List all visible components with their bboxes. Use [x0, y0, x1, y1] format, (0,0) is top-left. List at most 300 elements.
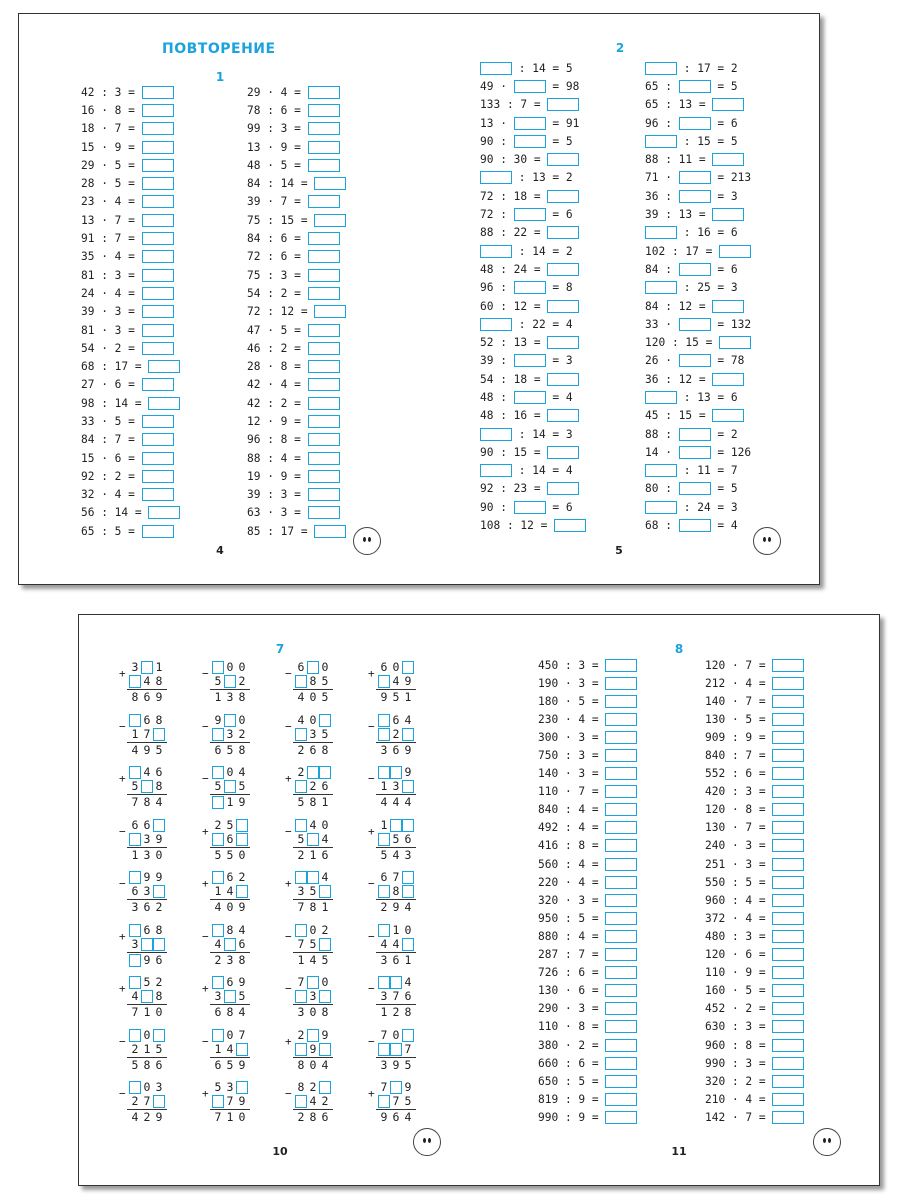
answer-box[interactable]	[142, 86, 174, 99]
answer-box[interactable]	[605, 930, 637, 943]
digit-box[interactable]	[129, 1029, 141, 1042]
digit: 3	[297, 884, 305, 898]
answer-box[interactable]	[772, 821, 804, 834]
digit-box[interactable]	[236, 1043, 248, 1056]
answer-box[interactable]	[772, 713, 804, 726]
digit-box[interactable]	[402, 780, 414, 793]
digit-box[interactable]	[224, 938, 236, 951]
digit: 9	[155, 1110, 163, 1124]
answer-box[interactable]	[772, 1111, 804, 1124]
digit: 3	[143, 847, 151, 862]
digit-box[interactable]	[390, 766, 402, 779]
answer-box[interactable]	[605, 659, 637, 672]
section-2-column-1	[480, 59, 586, 535]
answer-box[interactable]	[772, 1020, 804, 1033]
equation-row	[480, 114, 586, 132]
answer-box[interactable]	[142, 104, 174, 117]
answer-box[interactable]	[308, 506, 340, 519]
digit-box[interactable]	[307, 976, 319, 989]
answer-box[interactable]	[605, 1075, 637, 1088]
digit-box[interactable]	[129, 714, 141, 727]
answer-box[interactable]	[772, 785, 804, 798]
answer-box[interactable]	[142, 214, 174, 227]
digit-box[interactable]	[307, 661, 319, 674]
digit-box[interactable]	[319, 766, 331, 779]
digit-box[interactable]	[212, 796, 224, 809]
equation-row	[480, 132, 586, 150]
answer-box[interactable]	[314, 177, 346, 190]
digit-box[interactable]	[390, 1043, 402, 1056]
digit-box[interactable]	[129, 954, 141, 967]
section-1-column-2	[247, 83, 346, 540]
digit-box[interactable]	[129, 871, 141, 884]
digit-box[interactable]	[141, 990, 153, 1003]
digit-box[interactable]	[212, 1029, 224, 1042]
digit: 4	[309, 1094, 317, 1108]
digit-box[interactable]	[295, 780, 307, 793]
digit-box[interactable]	[236, 1081, 248, 1094]
answer-box[interactable]	[142, 488, 174, 501]
answer-box[interactable]	[314, 525, 346, 538]
problem-operand	[378, 871, 414, 884]
digit-box[interactable]	[236, 819, 248, 832]
result-line	[376, 1057, 416, 1058]
answer-box[interactable]	[605, 948, 637, 961]
equation-text: = 6	[710, 116, 738, 130]
answer-box[interactable]	[142, 324, 174, 337]
answer-box[interactable]	[142, 195, 174, 208]
answer-box[interactable]	[480, 62, 512, 75]
answer-box[interactable]	[645, 226, 677, 239]
answer-box[interactable]	[772, 858, 804, 871]
answer-box[interactable]	[142, 470, 174, 483]
problem-result	[295, 744, 331, 757]
answer-box[interactable]	[645, 281, 677, 294]
digit: 8	[155, 989, 163, 1003]
answer-box[interactable]	[645, 464, 677, 477]
column-problem	[202, 766, 285, 819]
equation-row	[645, 59, 751, 77]
digit-box[interactable]	[224, 675, 236, 688]
equation-text: 32 · 4 =	[81, 488, 142, 502]
operation-sign: −	[202, 772, 209, 785]
answer-box[interactable]	[605, 1093, 637, 1106]
answer-box[interactable]	[605, 1020, 637, 1033]
digit-box[interactable]	[378, 976, 390, 989]
digit-box[interactable]	[402, 661, 414, 674]
answer-box[interactable]	[514, 354, 546, 367]
digit-box[interactable]	[402, 938, 414, 951]
answer-box[interactable]	[645, 391, 677, 404]
problem-operand	[295, 728, 331, 741]
digit-box[interactable]	[378, 1043, 390, 1056]
answer-box[interactable]	[547, 373, 579, 386]
digit-box[interactable]	[378, 885, 390, 898]
answer-box[interactable]	[772, 948, 804, 961]
digit-box[interactable]	[307, 766, 319, 779]
digit-box[interactable]	[212, 728, 224, 741]
equation-row	[247, 394, 346, 412]
answer-box[interactable]	[772, 966, 804, 979]
digit-box[interactable]	[153, 1029, 165, 1042]
equation-text: 88 : 11 =	[645, 153, 713, 167]
answer-box[interactable]	[605, 1057, 637, 1070]
answer-box[interactable]	[605, 858, 637, 871]
answer-box[interactable]	[308, 287, 340, 300]
problem-operand	[212, 871, 248, 884]
answer-box[interactable]	[712, 208, 744, 221]
digit-box[interactable]	[141, 780, 153, 793]
answer-box[interactable]	[514, 80, 546, 93]
equation-text: 130 · 7 =	[705, 821, 773, 835]
answer-box[interactable]	[772, 731, 804, 744]
answer-box[interactable]	[148, 397, 180, 410]
answer-box[interactable]	[679, 171, 711, 184]
answer-box[interactable]	[142, 342, 174, 355]
answer-box[interactable]	[308, 232, 340, 245]
answer-box[interactable]	[142, 159, 174, 172]
digit-box[interactable]	[212, 1095, 224, 1108]
equation-row	[247, 431, 346, 449]
answer-box[interactable]	[605, 767, 637, 780]
answer-box[interactable]	[308, 104, 340, 117]
digit-box[interactable]	[212, 766, 224, 779]
answer-box[interactable]	[605, 731, 637, 744]
equation-text: 16 · 8 =	[81, 103, 142, 117]
answer-box[interactable]	[605, 1111, 637, 1124]
answer-box[interactable]	[142, 250, 174, 263]
answer-box[interactable]	[547, 226, 579, 239]
digit: 2	[380, 900, 388, 914]
digit: 0	[309, 922, 317, 937]
digit-box[interactable]	[141, 661, 153, 674]
answer-box[interactable]	[547, 190, 579, 203]
equation-row	[247, 193, 346, 211]
digit-box[interactable]	[378, 833, 390, 846]
digit-box[interactable]	[319, 885, 331, 898]
answer-box[interactable]	[772, 1057, 804, 1070]
answer-box[interactable]	[142, 452, 174, 465]
digit: 3	[226, 952, 234, 967]
answer-box[interactable]	[314, 305, 346, 318]
digit-box[interactable]	[307, 1029, 319, 1042]
answer-box[interactable]	[308, 433, 340, 446]
digit-box[interactable]	[378, 1095, 390, 1108]
digit-box[interactable]	[378, 675, 390, 688]
digit: 8	[321, 1005, 329, 1019]
digit-box[interactable]	[295, 675, 307, 688]
result-line	[210, 1109, 250, 1110]
digit-box[interactable]	[212, 833, 224, 846]
answer-box[interactable]	[142, 269, 174, 282]
digit-box[interactable]	[319, 938, 331, 951]
digit: 6	[143, 690, 151, 704]
answer-box[interactable]	[308, 122, 340, 135]
answer-box[interactable]	[480, 428, 512, 441]
answer-box[interactable]	[547, 300, 579, 313]
digit-box[interactable]	[402, 728, 414, 741]
answer-box[interactable]	[605, 839, 637, 852]
answer-box[interactable]	[719, 336, 751, 349]
answer-box[interactable]	[480, 245, 512, 258]
digit-box[interactable]	[141, 938, 153, 951]
answer-box[interactable]	[308, 360, 340, 373]
answer-box[interactable]	[547, 98, 579, 111]
answer-box[interactable]	[772, 984, 804, 997]
answer-box[interactable]	[480, 318, 512, 331]
digit: 8	[155, 922, 163, 937]
digit-box[interactable]	[212, 924, 224, 937]
digit-box[interactable]	[153, 819, 165, 832]
answer-box[interactable]	[308, 250, 340, 263]
problem-operand	[129, 1029, 165, 1042]
answer-box[interactable]	[142, 525, 174, 538]
equation-text: 110 · 9 =	[705, 966, 773, 980]
digit: 4	[143, 765, 151, 779]
digit-box[interactable]	[129, 833, 141, 846]
equation-row	[247, 101, 346, 119]
answer-box[interactable]	[679, 318, 711, 331]
equation-text: 110 · 7 =	[538, 785, 606, 799]
digit-box[interactable]	[319, 714, 331, 727]
answer-box[interactable]	[719, 245, 751, 258]
digit-box[interactable]	[295, 1043, 307, 1056]
answer-box[interactable]	[772, 749, 804, 762]
digit: 3	[297, 1005, 305, 1019]
answer-box[interactable]	[308, 269, 340, 282]
answer-box[interactable]	[712, 98, 744, 111]
digit: 1	[404, 952, 412, 967]
equation-text: 35 · 4 =	[81, 250, 142, 264]
answer-box[interactable]	[772, 894, 804, 907]
answer-box[interactable]	[645, 135, 677, 148]
answer-box[interactable]	[772, 1075, 804, 1088]
answer-box[interactable]	[142, 378, 174, 391]
answer-box[interactable]	[605, 695, 637, 708]
digit-box[interactable]	[378, 728, 390, 741]
answer-box[interactable]	[772, 930, 804, 943]
digit-box[interactable]	[224, 780, 236, 793]
digit-box[interactable]	[224, 714, 236, 727]
digit-box[interactable]	[390, 819, 402, 832]
digit-box[interactable]	[390, 1081, 402, 1094]
answer-box[interactable]	[712, 300, 744, 313]
answer-box[interactable]	[514, 501, 546, 514]
digit: 0	[226, 900, 234, 914]
answer-box[interactable]	[605, 677, 637, 690]
answer-box[interactable]	[514, 391, 546, 404]
digit-box[interactable]	[390, 976, 402, 989]
answer-box[interactable]	[547, 482, 579, 495]
answer-box[interactable]	[679, 190, 711, 203]
answer-box[interactable]	[679, 117, 711, 130]
answer-box[interactable]	[772, 839, 804, 852]
digit-box[interactable]	[378, 924, 390, 937]
column-problem	[202, 714, 285, 767]
digit-box[interactable]	[295, 819, 307, 832]
answer-box[interactable]	[772, 803, 804, 816]
answer-box[interactable]	[514, 135, 546, 148]
answer-box[interactable]	[308, 488, 340, 501]
digit-box[interactable]	[402, 819, 414, 832]
digit-box[interactable]	[378, 766, 390, 779]
answer-box[interactable]	[148, 360, 180, 373]
answer-box[interactable]	[308, 86, 340, 99]
equation-text: 85 : 17 =	[247, 524, 315, 538]
answer-box[interactable]	[547, 446, 579, 459]
answer-box[interactable]	[480, 171, 512, 184]
digit-box[interactable]	[212, 871, 224, 884]
answer-box[interactable]	[547, 263, 579, 276]
answer-box[interactable]	[605, 785, 637, 798]
answer-box[interactable]	[772, 677, 804, 690]
equation-row	[81, 83, 180, 101]
answer-box[interactable]	[712, 373, 744, 386]
equation-text: 108 : 12 =	[480, 519, 555, 533]
digit-box[interactable]	[236, 885, 248, 898]
answer-box[interactable]	[514, 208, 546, 221]
answer-box[interactable]	[547, 409, 579, 422]
digit: 5	[143, 975, 151, 989]
answer-box[interactable]	[772, 767, 804, 780]
answer-box[interactable]	[514, 281, 546, 294]
answer-box[interactable]	[645, 62, 677, 75]
operation-sign: −	[285, 824, 292, 838]
equation-text: 72 : 18 =	[480, 189, 548, 203]
digit-box[interactable]	[153, 1095, 165, 1108]
answer-box[interactable]	[605, 912, 637, 925]
digit-box[interactable]	[129, 976, 141, 989]
answer-box[interactable]	[679, 428, 711, 441]
answer-box[interactable]	[308, 378, 340, 391]
answer-box[interactable]	[480, 464, 512, 477]
answer-box[interactable]	[772, 912, 804, 925]
answer-box[interactable]	[308, 415, 340, 428]
answer-box[interactable]	[605, 984, 637, 997]
answer-box[interactable]	[142, 232, 174, 245]
digit-box[interactable]	[224, 990, 236, 1003]
answer-box[interactable]	[547, 153, 579, 166]
answer-box[interactable]	[554, 519, 586, 532]
answer-box[interactable]	[308, 141, 340, 154]
answer-box[interactable]	[679, 519, 711, 532]
answer-box[interactable]	[679, 446, 711, 459]
digit-box[interactable]	[319, 1043, 331, 1056]
digit-box[interactable]	[319, 1081, 331, 1094]
answer-box[interactable]	[605, 876, 637, 889]
answer-box[interactable]	[645, 501, 677, 514]
problem-operand	[295, 871, 331, 884]
operation-sign: +	[119, 982, 126, 995]
answer-box[interactable]	[605, 749, 637, 762]
answer-box[interactable]	[679, 80, 711, 93]
digit-box[interactable]	[153, 728, 165, 741]
digit-box[interactable]	[129, 766, 141, 779]
answer-box[interactable]	[142, 415, 174, 428]
answer-box[interactable]	[605, 894, 637, 907]
equation-row	[645, 150, 751, 168]
answer-box[interactable]	[772, 1093, 804, 1106]
answer-box[interactable]	[142, 433, 174, 446]
answer-box[interactable]	[772, 876, 804, 889]
digit-box[interactable]	[295, 728, 307, 741]
equation-text: 120 : 15 =	[645, 336, 720, 350]
digit-box[interactable]	[307, 833, 319, 846]
answer-box[interactable]	[308, 397, 340, 410]
answer-box[interactable]	[308, 452, 340, 465]
answer-box[interactable]	[308, 342, 340, 355]
result-line	[376, 1004, 416, 1005]
digit-box[interactable]	[307, 871, 319, 884]
answer-box[interactable]	[679, 263, 711, 276]
answer-box[interactable]	[712, 153, 744, 166]
digit-box[interactable]	[129, 924, 141, 937]
digit-box[interactable]	[153, 885, 165, 898]
answer-box[interactable]	[605, 803, 637, 816]
answer-box[interactable]	[308, 470, 340, 483]
answer-box[interactable]	[772, 1002, 804, 1015]
digit-box[interactable]	[319, 990, 331, 1003]
answer-box[interactable]	[314, 214, 346, 227]
digit: 3	[226, 690, 234, 704]
answer-box[interactable]	[679, 482, 711, 495]
digit: 4	[404, 795, 412, 809]
answer-box[interactable]	[772, 659, 804, 672]
equation-row	[480, 425, 586, 443]
digit-box[interactable]	[295, 924, 307, 937]
answer-box[interactable]	[142, 122, 174, 135]
digit-box[interactable]	[129, 675, 141, 688]
answer-box[interactable]	[679, 354, 711, 367]
equation-row	[480, 169, 586, 187]
equation-text: 909 : 9 =	[705, 730, 773, 744]
equation-row	[538, 873, 637, 891]
digit-box[interactable]	[212, 661, 224, 674]
digit-box[interactable]	[402, 871, 414, 884]
answer-box[interactable]	[514, 117, 546, 130]
answer-box[interactable]	[142, 287, 174, 300]
answer-box[interactable]	[308, 324, 340, 337]
answer-box[interactable]	[772, 695, 804, 708]
digit-box[interactable]	[295, 871, 307, 884]
answer-box[interactable]	[605, 966, 637, 979]
digit-box[interactable]	[378, 714, 390, 727]
digit-box[interactable]	[212, 976, 224, 989]
answer-box[interactable]	[142, 177, 174, 190]
digit-box[interactable]	[402, 1029, 414, 1042]
answer-box[interactable]	[148, 506, 180, 519]
digit-box[interactable]	[295, 1095, 307, 1108]
answer-box[interactable]	[712, 409, 744, 422]
digit-box[interactable]	[295, 990, 307, 1003]
equation-text: 13 · 9 =	[247, 140, 308, 154]
digit-box[interactable]	[236, 833, 248, 846]
digit-box[interactable]	[153, 938, 165, 951]
answer-box[interactable]	[308, 159, 340, 172]
answer-box[interactable]	[605, 1002, 637, 1015]
answer-box[interactable]	[605, 821, 637, 834]
digit: 6	[143, 900, 151, 914]
answer-box[interactable]	[605, 1039, 637, 1052]
answer-box[interactable]	[772, 1039, 804, 1052]
digit-box[interactable]	[402, 885, 414, 898]
answer-box[interactable]	[605, 713, 637, 726]
digit-box[interactable]	[129, 1081, 141, 1094]
answer-box[interactable]	[547, 336, 579, 349]
answer-box[interactable]	[142, 305, 174, 318]
answer-box[interactable]	[142, 141, 174, 154]
answer-box[interactable]	[308, 195, 340, 208]
